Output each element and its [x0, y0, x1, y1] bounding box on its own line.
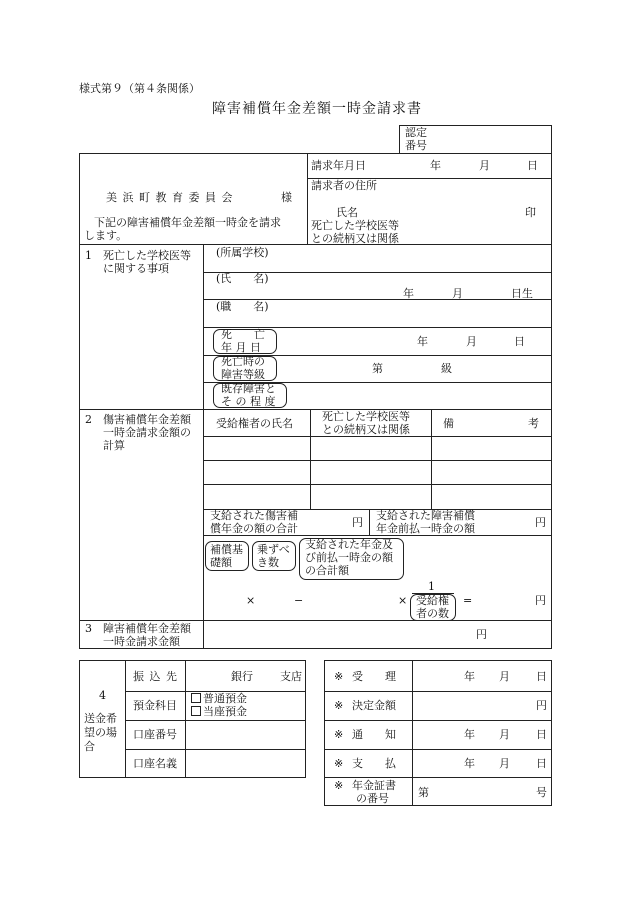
checkbox-ordinary-label: 普通預金 — [203, 692, 247, 705]
addressee: 美 浜 町 教 育 委 員 会 — [106, 191, 234, 204]
branch-name-field[interactable] — [248, 663, 278, 689]
grade-label: 死亡時の — [221, 355, 265, 368]
paid-advance-field[interactable] — [490, 511, 533, 533]
receipt-label: 受 理 — [352, 670, 396, 683]
result-yen: 円 — [535, 594, 546, 607]
equals-sign: = — [463, 594, 473, 607]
col-relation-2: との続柄又は関係 — [322, 423, 410, 436]
name-label: 氏名 — [336, 206, 358, 219]
existing-field[interactable] — [295, 384, 548, 406]
certificate-label-2: の番号 — [356, 792, 389, 805]
notice-day: 日 — [536, 728, 547, 741]
checkbox-icon — [191, 706, 201, 716]
grade-label-2: 障害等級 — [221, 368, 265, 381]
relation-label: 死亡した学校医等 — [311, 219, 399, 232]
paid-advance-label: 支給された障害補償 — [376, 509, 475, 522]
certificate-go: 号 — [536, 786, 547, 799]
grade-kyu: 級 — [441, 362, 452, 375]
notice-date-field[interactable] — [414, 722, 550, 748]
request-year: 年 — [430, 159, 441, 172]
section3-number: 3 — [85, 622, 92, 635]
office-mark-2: ※ — [334, 699, 344, 712]
checkbox-current-label: 当座預金 — [203, 705, 247, 718]
bank-section-label-2: 望の場 — [84, 726, 117, 739]
school-label: (所属学校) — [216, 246, 269, 259]
grade-field[interactable] — [385, 358, 437, 378]
checkbox-ordinary[interactable] — [191, 692, 247, 705]
payment-year: 年 — [464, 757, 475, 770]
section2-label-3: 計算 — [103, 439, 125, 452]
times-sign-2: × — [398, 594, 408, 607]
base-amount-label: 補償基 — [210, 543, 243, 556]
birth-day: 日生 — [511, 287, 533, 300]
notice-label: 通 知 — [352, 728, 396, 741]
result-amount-field[interactable] — [475, 590, 530, 608]
section3-label-2: 一時金請求金額 — [103, 635, 180, 648]
payment-month: 月 — [499, 757, 510, 770]
account-number-field[interactable] — [187, 722, 304, 748]
recipient-name-cell-3[interactable] — [205, 486, 309, 508]
receipt-day: 日 — [536, 670, 547, 683]
fraction-numerator: 1 — [428, 580, 435, 593]
bank-name-suffix: 銀行 — [231, 670, 253, 683]
office-mark-3: ※ — [334, 728, 344, 741]
bank-name-field[interactable] — [187, 663, 229, 689]
sum-amount-field[interactable] — [308, 590, 393, 608]
denominator-label: 受給権 — [416, 594, 449, 607]
existing-label: 既存障害と — [221, 382, 276, 395]
paid-pension-yen: 円 — [352, 516, 363, 529]
remarks-cell-1[interactable] — [433, 438, 550, 459]
claim-amount-yen: 円 — [476, 628, 487, 641]
school-field[interactable] — [280, 246, 548, 270]
account-name-field[interactable] — [187, 751, 304, 777]
certificate-label: 年金証書 — [352, 779, 396, 792]
death-year: 年 — [417, 335, 428, 348]
minus-sign: − — [294, 594, 304, 607]
receipt-date-field[interactable] — [414, 663, 550, 689]
payment-day: 日 — [536, 757, 547, 770]
times-sign: × — [246, 594, 256, 607]
bank-section-label: 送金希 — [84, 712, 117, 725]
address-field[interactable] — [380, 181, 548, 203]
address-label: 請求者の住所 — [311, 179, 377, 192]
col-remarks: 備 — [443, 417, 454, 430]
transfer-label: 振 込 先 — [133, 670, 178, 683]
receipt-month: 月 — [499, 670, 510, 683]
sum-label-2: び前払一時金の額 — [305, 551, 393, 564]
decision-yen: 円 — [536, 699, 547, 712]
relation-label-2: との続柄又は関係 — [311, 232, 399, 245]
account-number-label: 口座番号 — [133, 728, 177, 741]
sum-label: 支給された年金及 — [305, 538, 393, 551]
section1-number: 1 — [85, 249, 92, 262]
notice-year: 年 — [464, 728, 475, 741]
col-remarks-2: 考 — [528, 417, 539, 430]
request-date-field[interactable] — [420, 156, 550, 174]
section2-number: 2 — [85, 413, 92, 426]
request-day: 日 — [527, 159, 538, 172]
deceased-name-label: (氏 名) — [216, 272, 269, 285]
section3-label: 障害補償年金差額 — [103, 622, 191, 635]
death-date-field[interactable] — [400, 330, 548, 352]
office-mark-4: ※ — [334, 757, 344, 770]
death-date-label: 死 亡 — [221, 328, 265, 341]
denominator-label-2: 者の数 — [416, 607, 449, 620]
relation-cell-3[interactable] — [312, 486, 430, 508]
sama: 様 — [281, 191, 292, 204]
recipient-name-cell-1[interactable] — [205, 438, 309, 459]
recipient-name-cell-2[interactable] — [205, 462, 309, 483]
existing-label-2: そ の 程 度 — [221, 395, 276, 408]
certificate-number-field[interactable] — [432, 780, 532, 804]
job-label: (職 名) — [216, 300, 269, 313]
cert-label-2: 番号 — [405, 139, 427, 152]
cert-label: 認定 — [405, 126, 427, 139]
relation-cell-1[interactable] — [312, 438, 430, 459]
seal-mark: 印 — [525, 206, 536, 219]
grade-dai: 第 — [372, 362, 383, 375]
payment-date-field[interactable] — [414, 751, 550, 776]
bank-section-number: 4 — [99, 689, 106, 702]
form-number: 様式第９（第４条関係） — [79, 82, 200, 95]
payment-label: 支 払 — [352, 757, 396, 770]
death-date-label-2: 年 月 日 — [221, 341, 261, 354]
paid-advance-yen: 円 — [535, 516, 546, 529]
request-month: 月 — [479, 159, 490, 172]
remarks-cell-3[interactable] — [433, 486, 550, 508]
receipt-year: 年 — [464, 670, 475, 683]
office-mark-5: ※ — [334, 779, 344, 792]
claim-amount-field[interactable] — [210, 624, 470, 646]
death-day: 日 — [514, 335, 525, 348]
col-recipient-name: 受給権者の氏名 — [216, 417, 293, 430]
certificate-dai: 第 — [418, 786, 429, 799]
statement-2: します。 — [84, 229, 128, 242]
name-field[interactable] — [365, 204, 515, 220]
notice-month: 月 — [499, 728, 510, 741]
decision-label: 決定金額 — [352, 699, 396, 712]
section1-label-2: に関する事項 — [103, 262, 169, 275]
deceased-name-field[interactable] — [280, 274, 548, 298]
request-date-label: 請求年月日 — [311, 159, 366, 172]
checkbox-icon — [191, 693, 201, 703]
remarks-cell-2[interactable] — [433, 462, 550, 483]
job-field[interactable] — [280, 301, 548, 325]
office-mark: ※ — [334, 670, 344, 683]
paid-pension-label: 支給された傷害補 — [210, 509, 298, 522]
paid-pension-field[interactable] — [305, 511, 350, 533]
section1-label: 死亡した学校医等 — [103, 249, 191, 262]
paid-pension-label-2: 償年金の額の合計 — [210, 522, 298, 535]
birth-month: 月 — [452, 287, 463, 300]
relation-cell-2[interactable] — [312, 462, 430, 483]
account-name-label: 口座名義 — [133, 757, 177, 770]
decision-amount-field[interactable] — [414, 693, 532, 719]
section2-label: 傷害補償年金差額 — [103, 413, 191, 426]
base-amount-field[interactable] — [260, 590, 288, 608]
statement: 下記の障害補償年金差額一時金を請求 — [94, 216, 281, 229]
paid-advance-label-2: 年金前払一時金の額 — [376, 522, 475, 535]
col-relation: 死亡した学校医等 — [322, 410, 410, 423]
multiplier-label: 乗ずべ — [257, 543, 290, 556]
birth-year: 年 — [403, 287, 414, 300]
base-amount-label-2: 礎額 — [210, 556, 232, 569]
death-month: 月 — [466, 335, 477, 348]
branch-suffix: 支店 — [280, 670, 302, 683]
page-title: 障害補償年金差額一時金請求書 — [212, 101, 422, 117]
sum-label-3: の合計額 — [305, 564, 349, 577]
multiplier-label-2: き数 — [257, 556, 279, 569]
section2-label-2: 一時金請求金額の — [103, 426, 191, 439]
account-type-label: 預金科目 — [133, 699, 177, 712]
bank-section-label-3: 合 — [84, 740, 95, 753]
checkbox-current[interactable] — [191, 705, 247, 718]
